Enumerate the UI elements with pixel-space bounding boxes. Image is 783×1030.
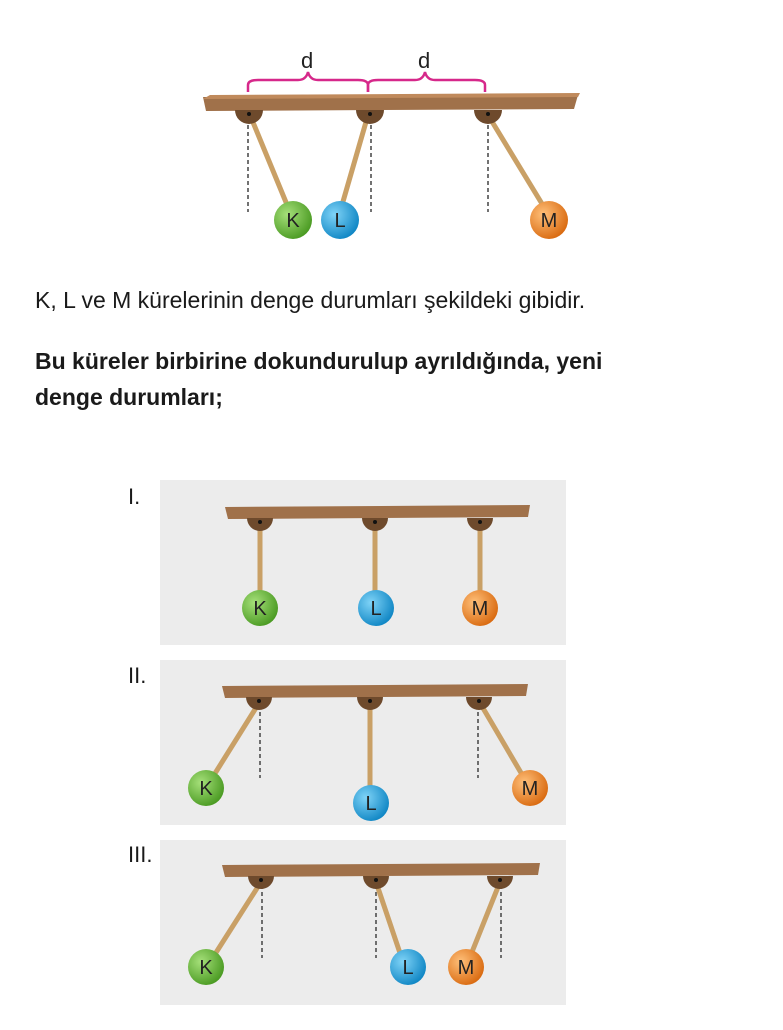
question-line-2: denge durumları; bbox=[35, 384, 223, 410]
distance-label-right: d bbox=[418, 48, 431, 73]
ball-label-m: M bbox=[540, 210, 558, 232]
ball-label-l: L bbox=[370, 598, 382, 620]
option-label-2: II. bbox=[128, 663, 147, 688]
ball-label-l: L bbox=[365, 793, 377, 815]
pivot bbox=[248, 876, 274, 889]
ball-label-k: K bbox=[286, 210, 300, 232]
ball-label-m: M bbox=[457, 957, 475, 979]
wooden-bar bbox=[222, 863, 540, 877]
ball-label-m: M bbox=[521, 778, 539, 800]
pivot bbox=[487, 876, 513, 889]
ball-label-l: L bbox=[334, 210, 346, 232]
ball-label-m: M bbox=[471, 598, 489, 620]
option-label-1: I. bbox=[128, 484, 141, 509]
option-label-3: III. bbox=[128, 842, 153, 867]
question-line-1: Bu küreler birbirine dokundurulup ayrıldığında, yeni bbox=[35, 348, 603, 374]
ball-label-k: K bbox=[253, 598, 267, 620]
ball-label-k: K bbox=[199, 957, 213, 979]
pivot bbox=[363, 876, 389, 889]
ball-label-k: K bbox=[199, 778, 213, 800]
problem-statement: K, L ve M kürelerinin denge durumları şekildeki gibidir. bbox=[35, 287, 586, 313]
distance-label-left: d bbox=[301, 48, 314, 73]
ball-label-l: L bbox=[402, 957, 414, 979]
